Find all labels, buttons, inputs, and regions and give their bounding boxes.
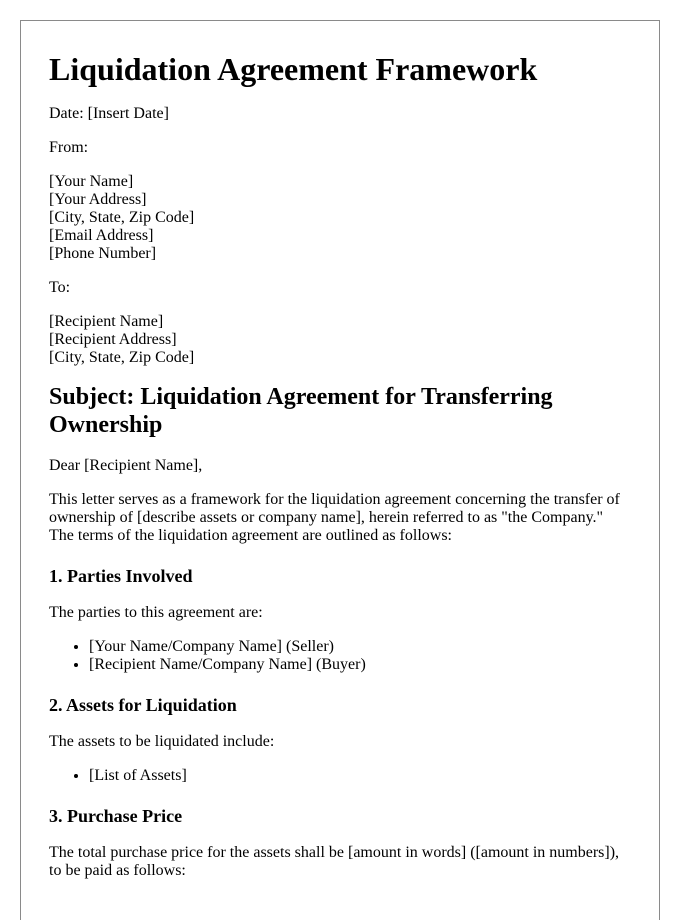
- sender-city-state-zip: [City, State, Zip Code]: [49, 209, 195, 226]
- intro-paragraph: This letter serves as a framework for the liquidation agreement concerning the transfer of ownership of [describe assets or company name], herein referred to as "the Company." The terms of the liquidation agreement are outlined as follows:: [49, 491, 620, 544]
- section-heading-parties: 1. Parties Involved: [49, 566, 193, 586]
- recipient-name: [Recipient Name]: [49, 313, 164, 330]
- assets-list: [49, 767, 631, 785]
- section-heading-price: 3. Purchase Price: [49, 806, 183, 826]
- recipient-city-state-zip: [City, State, Zip Code]: [49, 349, 195, 366]
- sender-name: [Your Name]: [49, 173, 134, 190]
- recipient-address-line: [Recipient Address]: [49, 331, 177, 348]
- sender-address: [49, 173, 631, 263]
- salutation: Dear [Recipient Name],: [49, 457, 203, 474]
- date-line: Date: [Insert Date]: [49, 105, 169, 122]
- document-page: [20, 20, 660, 920]
- recipient-address: [49, 313, 631, 367]
- list-item: • [Recipient Name/Company Name] (Buyer): [89, 656, 631, 674]
- section-text-assets: The assets to be liquidated include:: [49, 733, 275, 750]
- section-text-price: The total purchase price for the assets shall be [amount in words] ([amount in numbers]), to be paid as follows:: [49, 844, 620, 879]
- list-item: • [Your Name/Company Name] (Seller): [89, 638, 631, 656]
- subject-heading: Subject: Liquidation Agreement for Transferring Ownership: [49, 384, 553, 438]
- to-label: To:: [49, 279, 71, 296]
- sender-phone: [Phone Number]: [49, 245, 157, 262]
- section-text-parties: The parties to this agreement are:: [49, 604, 263, 621]
- section-heading-assets: 2. Assets for Liquidation: [49, 695, 237, 715]
- from-label: From:: [49, 139, 89, 156]
- document-title: Liquidation Agreement Framework: [49, 51, 538, 87]
- sender-email: [Email Address]: [49, 227, 154, 244]
- sender-address-line: [Your Address]: [49, 191, 147, 208]
- list-item: • [List of Assets]: [89, 767, 631, 785]
- parties-list: [49, 638, 631, 674]
